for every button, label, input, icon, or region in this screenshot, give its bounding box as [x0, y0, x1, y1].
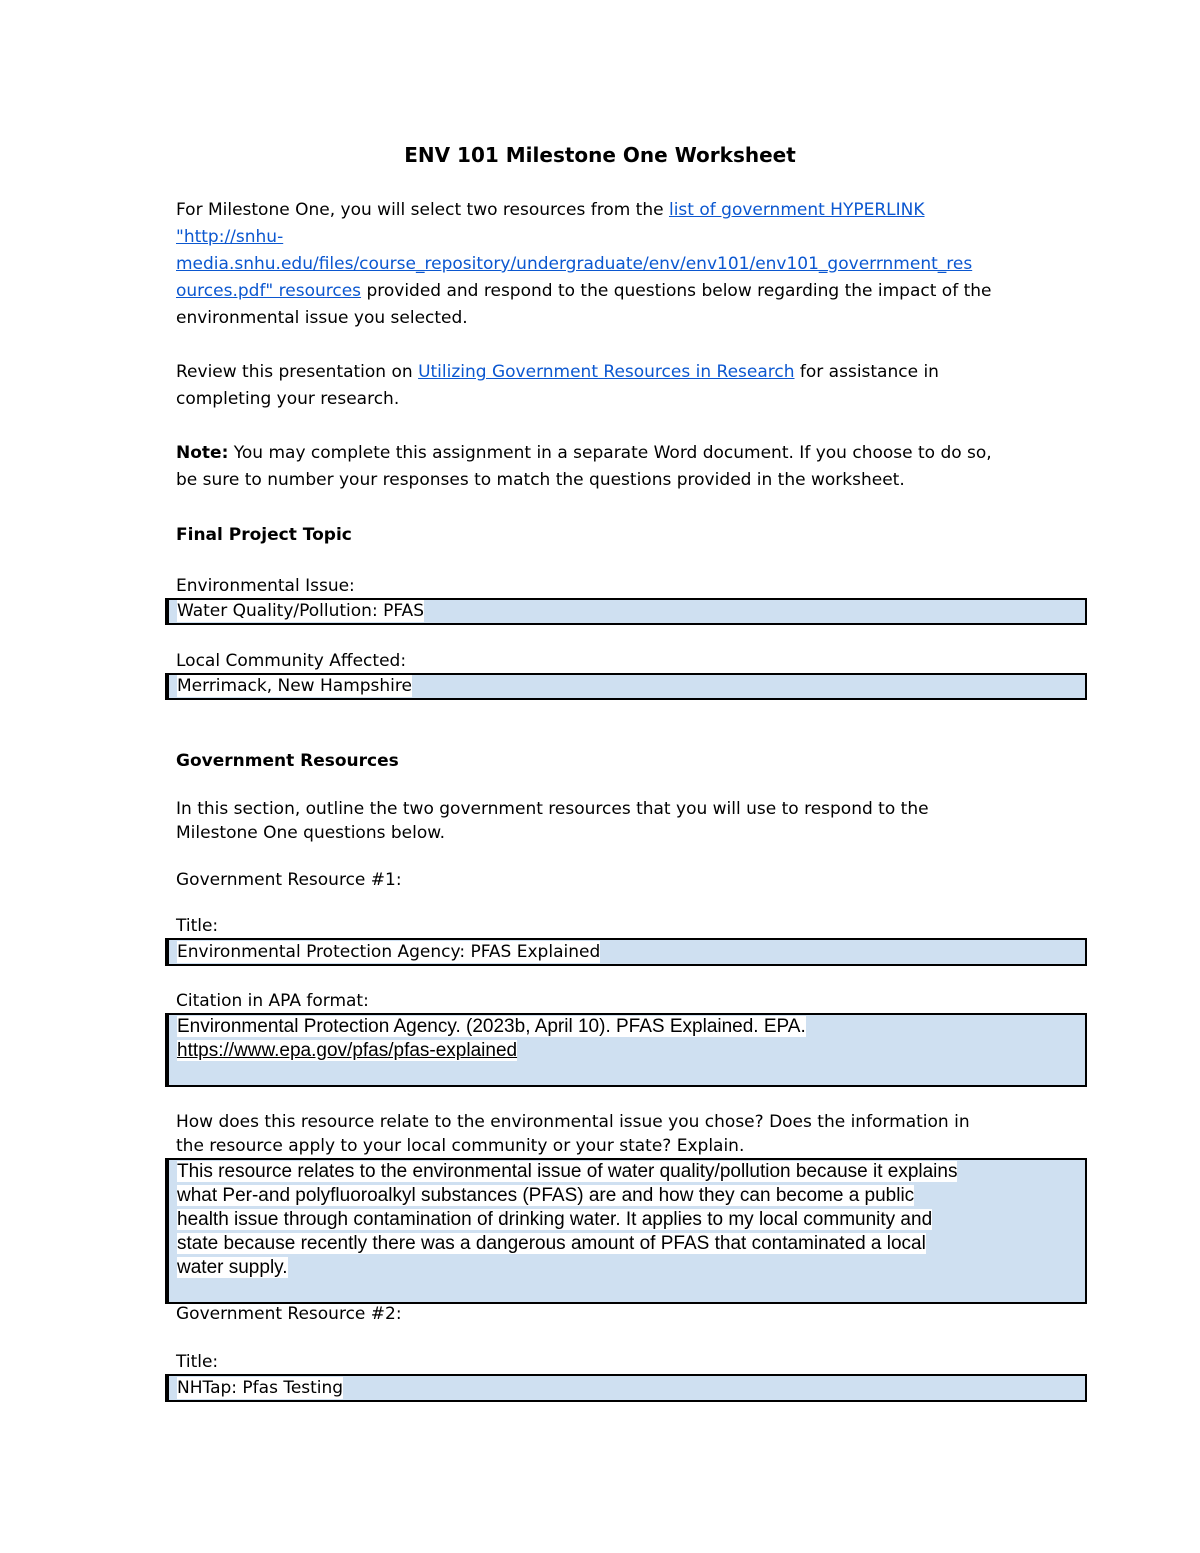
intro-line-4: ources.pdf" resources provided and respond to the questions below regarding the impact of the: [176, 281, 992, 301]
resource-1-answer-field[interactable]: [165, 1158, 1087, 1304]
local-community-label: Local Community Affected:: [176, 651, 407, 671]
government-resources-link[interactable]: list of government HYPERLINK: [668, 200, 925, 220]
environmental-issue-value: Water Quality/Pollution: PFAS: [177, 601, 424, 621]
intro-line-1: For Milestone One, you will select two resources from the list of government HYPERLINK: [176, 200, 925, 220]
environmental-issue-field[interactable]: [165, 598, 1087, 625]
answer-line: what Per-and polyfluoroalkyl substances (PFAS) are and how they can become a public: [177, 1185, 915, 1206]
answer-line: health issue through contamination of drinking water. It applies to my local community and: [177, 1209, 933, 1230]
resource-2-heading: Government Resource #2:: [176, 1304, 402, 1324]
answer-line: water supply.: [177, 1257, 288, 1278]
note-line-2: be sure to number your responses to match the questions provided in the worksheet.: [176, 470, 905, 490]
intro-line-2: [176, 224, 283, 251]
answer-line: This resource relates to the environmental issue of water quality/pollution because it explains: [177, 1161, 958, 1182]
resource-1-question-line-2: the resource apply to your local community or your state? Explain.: [176, 1136, 745, 1156]
resource-1-heading: Government Resource #1:: [176, 870, 402, 890]
resource-1-title-label: Title:: [176, 916, 219, 936]
government-resources-link-part-2[interactable]: "http://snhu-: [176, 227, 284, 247]
note-label: Note:: [176, 443, 229, 463]
note-line-1: Note: You may complete this assignment in a separate Word document. If you choose to do so,: [176, 443, 992, 463]
resource-2-title-field[interactable]: [165, 1374, 1087, 1402]
resource-1-title-value: Environmental Protection Agency: PFAS Explained: [177, 942, 601, 962]
section-description-line-1: In this section, outline the two government resources that you will use to respond to the: [176, 799, 929, 819]
intro-line-5: environmental issue you selected.: [176, 308, 468, 328]
resource-1-title-field[interactable]: [165, 938, 1087, 966]
local-community-value: Merrimack, New Hampshire: [177, 676, 412, 696]
resource-2-title-label: Title:: [176, 1352, 219, 1372]
government-resources-heading: Government Resources: [176, 751, 399, 771]
environmental-issue-label: Environmental Issue:: [176, 576, 355, 596]
government-resources-link-part-3[interactable]: media.snhu.edu/files/course_repository/undergraduate/env/env101/env101_goverrnment_res: [176, 254, 973, 274]
resource-2-title-value: NHTap: Pfas Testing: [177, 1378, 344, 1398]
final-project-heading: Final Project Topic: [176, 525, 352, 545]
resource-1-citation-field[interactable]: [165, 1013, 1087, 1087]
resource-1-question-line-1: How does this resource relate to the environmental issue you chose? Does the information in: [176, 1112, 970, 1132]
section-description-line-2: Milestone One questions below.: [176, 823, 445, 843]
intro-line-3: [176, 251, 972, 278]
review-line-1: Review this presentation on Utilizing Government Resources in Research for assistance in: [176, 362, 939, 382]
local-community-field[interactable]: [165, 673, 1087, 700]
citation-line-1: Environmental Protection Agency. (2023b, April 10). PFAS Explained. EPA.: [177, 1016, 806, 1037]
resource-1-citation-label: Citation in APA format:: [176, 991, 369, 1011]
citation-url[interactable]: https://www.epa.gov/pfas/pfas-explained: [177, 1040, 518, 1061]
government-resources-link-part-4[interactable]: ources.pdf" resources: [176, 281, 362, 301]
page-title: ENV 101 Milestone One Worksheet: [404, 143, 796, 167]
review-line-2: completing your research.: [176, 389, 400, 409]
answer-line: state because recently there was a dangerous amount of PFAS that contaminated a local: [177, 1233, 926, 1254]
presentation-link[interactable]: Utilizing Government Resources in Research: [418, 362, 795, 382]
